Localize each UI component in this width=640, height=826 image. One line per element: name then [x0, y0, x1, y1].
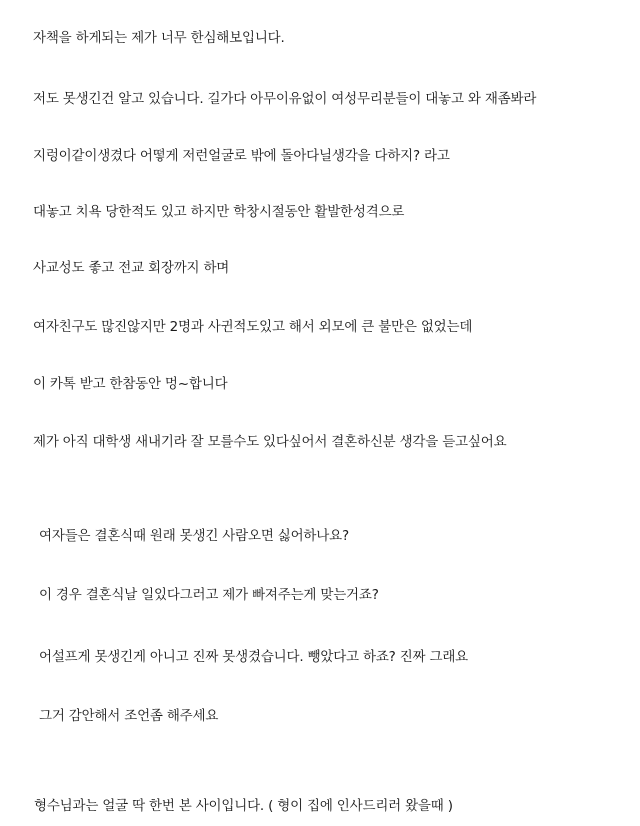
text-line: 이 카톡 받고 한참동안 멍~합니다	[33, 376, 228, 392]
text-line: 지렁이같이생겼다 어떻게 저런얼굴로 밖에 돌아다닐생각을 다하지? 라고	[33, 148, 450, 164]
text-line: 형수님과는 얼굴 딱 한번 본 사이입니다. ( 형이 집에 인사드리러 왔을때 )	[34, 798, 453, 814]
text-line: 그거 감안해서 조언좀 해주세요	[39, 708, 219, 724]
text-line: 자책을 하게되는 제가 너무 한심해보입니다.	[33, 30, 285, 46]
text-line: 대놓고 치욕 당한적도 있고 하지만 학창시절동안 활발한성격으로	[33, 204, 405, 220]
text-line: 제가 아직 대학생 새내기라 잘 모를수도 있다싶어서 결혼하신분 생각을 듣고싶어요	[33, 434, 507, 450]
text-line: 어설프게 못생긴게 아니고 진짜 못생겼습니다. 뺑았다고 하죠? 진짜 그래요	[39, 649, 469, 665]
text-line: 저도 못생긴건 알고 있습니다. 길가다 아무이유없이 여성무리분들이 대놓고 와 재좀봐라	[33, 91, 537, 107]
text-line: 여자들은 결혼식때 원래 못생긴 사람오면 싫어하나요?	[39, 528, 349, 544]
text-line: 이 경우 결혼식날 일있다그러고 제가 빠져주는게 맞는거죠?	[39, 587, 379, 603]
text-line: 여자친구도 많진않지만 2명과 사귄적도있고 해서 외모에 큰 불만은 없었는데	[33, 319, 473, 335]
text-line: 사교성도 좋고 전교 회장까지 하며	[33, 260, 230, 276]
